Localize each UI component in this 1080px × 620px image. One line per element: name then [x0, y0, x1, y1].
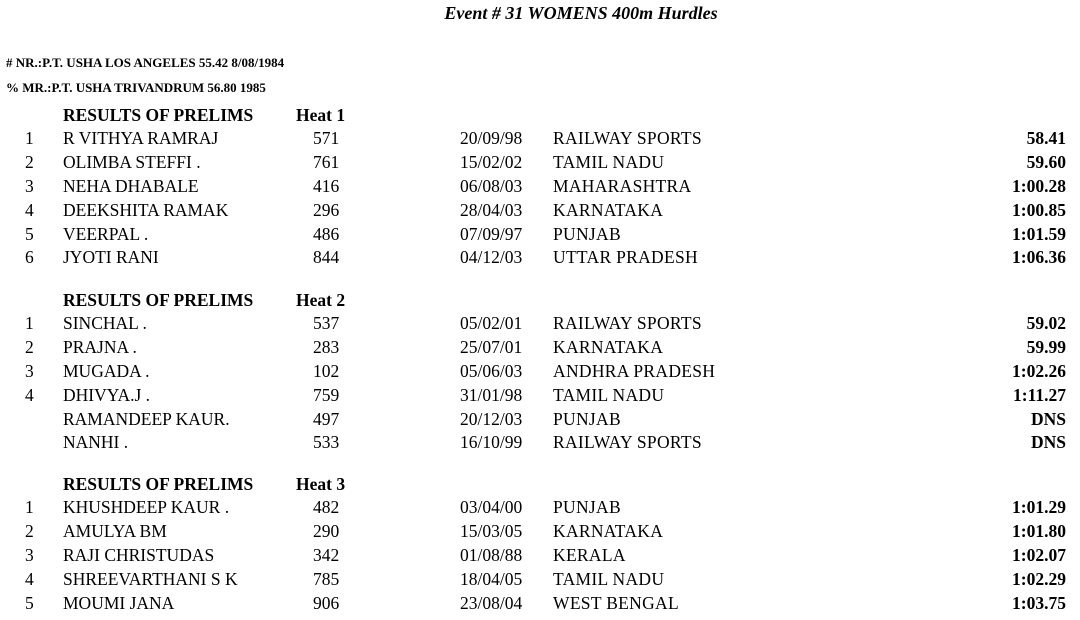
team-name: TAMIL NADU [553, 384, 665, 405]
result-row [0, 496, 1080, 520]
result-row [0, 127, 1080, 151]
bib-number: 571 [313, 128, 340, 148]
result-row [0, 246, 1080, 270]
bib-number: 497 [313, 408, 340, 429]
position: 2 [25, 151, 34, 172]
bib-number: 342 [313, 544, 340, 565]
athlete-name: MUGADA . [63, 360, 150, 381]
date-of-birth: 20/09/98 [460, 128, 523, 148]
prelims-label: RESULTS OF PRELIMS [63, 474, 254, 494]
date-of-birth: 03/04/00 [460, 497, 523, 517]
prelims-label: RESULTS OF PRELIMS [63, 290, 254, 310]
result-row [0, 151, 1080, 175]
position: 4 [25, 384, 34, 405]
position: 1 [25, 128, 34, 148]
heat-header [0, 473, 1080, 496]
result-time: 59.02 [1026, 313, 1066, 333]
date-of-birth: 05/02/01 [460, 313, 523, 333]
team-name: RAILWAY SPORTS [553, 128, 702, 148]
result-rows [0, 312, 1080, 455]
bib-number: 537 [313, 313, 340, 333]
team-name: RAILWAY SPORTS [553, 313, 702, 333]
result-time: 1:01.80 [1012, 520, 1066, 541]
date-of-birth: 05/06/03 [460, 360, 523, 381]
athlete-name: VEERPAL . [63, 223, 149, 244]
team-name: ANDHRA PRADESH [553, 360, 716, 381]
result-time: DNS [1030, 408, 1066, 429]
result-time: 1:02.26 [1012, 360, 1066, 381]
result-row [0, 175, 1080, 199]
result-time: 1:03.75 [1012, 592, 1066, 613]
team-name: WEST BENGAL [553, 592, 679, 613]
result-time: 1:00.85 [1012, 199, 1066, 220]
athlete-name: PRAJNA . [63, 336, 137, 357]
heat-header [0, 289, 1080, 312]
bib-number: 416 [313, 175, 340, 196]
bib-number: 785 [313, 568, 340, 589]
athlete-name: KHUSHDEEP KAUR . [63, 497, 230, 517]
bib-number: 906 [313, 592, 340, 613]
athlete-name: RAJI CHRISTUDAS [63, 544, 215, 565]
athlete-name: RAMANDEEP KAUR. [63, 408, 230, 429]
position: 3 [25, 175, 34, 196]
meet-record: % MR.:P.T. USHA TRIVANDRUM 56.80 1985 [6, 80, 266, 95]
result-time: 1:01.59 [1012, 223, 1066, 244]
position: 1 [25, 497, 34, 517]
team-name: KARNATAKA [553, 199, 664, 220]
result-row [0, 199, 1080, 223]
result-time: 1:01.29 [1012, 497, 1066, 517]
prelims-label: RESULTS OF PRELIMS [63, 105, 254, 125]
athlete-name: DHIVYA.J . [63, 384, 151, 405]
date-of-birth: 18/04/05 [460, 568, 523, 589]
result-row [0, 312, 1080, 336]
position: 4 [25, 568, 34, 589]
team-name: MAHARASHTRA [553, 175, 692, 196]
position: 4 [25, 199, 34, 220]
heat-label: Heat 1 [296, 105, 346, 125]
heat-header [0, 104, 1080, 127]
position: 6 [25, 247, 34, 268]
result-row [0, 568, 1080, 592]
team-name: PUNJAB [553, 497, 621, 517]
athlete-name: NEHA DHABALE [63, 175, 199, 196]
position: 5 [25, 223, 34, 244]
date-of-birth: 07/09/97 [460, 223, 523, 244]
result-row [0, 544, 1080, 568]
position: 5 [25, 592, 34, 613]
result-row [0, 360, 1080, 384]
team-name: TAMIL NADU [553, 151, 665, 172]
heat-label: Heat 3 [296, 474, 346, 494]
result-time: 1:00.28 [1012, 175, 1066, 196]
team-name: KERALA [553, 544, 626, 565]
bib-number: 482 [313, 497, 340, 517]
athlete-name: OLIMBA STEFFI . [63, 151, 201, 172]
position: 3 [25, 360, 34, 381]
result-time: 1:06.36 [1012, 247, 1066, 268]
bib-number: 844 [313, 247, 340, 268]
position: 2 [25, 520, 34, 541]
bib-number: 486 [313, 223, 340, 244]
athlete-name: AMULYA BM [63, 520, 167, 541]
team-name: PUNJAB [553, 223, 621, 244]
bib-number: 102 [313, 360, 340, 381]
date-of-birth: 04/12/03 [460, 247, 523, 268]
position: 2 [25, 336, 34, 357]
date-of-birth: 01/08/88 [460, 544, 523, 565]
bib-number: 290 [313, 520, 340, 541]
result-row [0, 592, 1080, 616]
team-name: RAILWAY SPORTS [553, 432, 702, 453]
heat-3-section [0, 473, 1080, 615]
team-name: KARNATAKA [553, 520, 664, 541]
bib-number: 761 [313, 151, 340, 172]
result-row [0, 408, 1080, 432]
result-time: 58.41 [1026, 128, 1066, 148]
result-time: 59.99 [1026, 336, 1066, 357]
team-name: UTTAR PRADESH [553, 247, 698, 268]
heat-2-section [0, 289, 1080, 455]
bib-number: 759 [313, 384, 340, 405]
date-of-birth: 15/03/05 [460, 520, 523, 541]
date-of-birth: 25/07/01 [460, 336, 523, 357]
result-time: 59.60 [1026, 151, 1066, 172]
athlete-name: DEEKSHITA RAMAK [63, 199, 229, 220]
team-name: KARNATAKA [553, 336, 664, 357]
national-record: # NR.:P.T. USHA LOS ANGELES 55.42 8/08/1984 [6, 55, 285, 70]
event-title: Event # 31 WOMENS 400m Hurdles [444, 3, 718, 23]
heat-1-section [0, 104, 1080, 270]
bib-number: 283 [313, 336, 340, 357]
team-name: TAMIL NADU [553, 568, 665, 589]
result-row [0, 431, 1080, 455]
date-of-birth: 20/12/03 [460, 408, 523, 429]
result-rows [0, 496, 1080, 615]
bib-number: 533 [313, 432, 340, 453]
heat-label: Heat 2 [296, 290, 346, 310]
athlete-name: SINCHAL . [63, 313, 147, 333]
result-rows [0, 127, 1080, 270]
date-of-birth: 06/08/03 [460, 175, 523, 196]
date-of-birth: 28/04/03 [460, 199, 523, 220]
result-time: DNS [1030, 432, 1066, 453]
athlete-name: JYOTI RANI [63, 247, 159, 268]
result-row [0, 336, 1080, 360]
athlete-name: MOUMI JANA [63, 592, 175, 613]
date-of-birth: 23/08/04 [460, 592, 523, 613]
result-row [0, 520, 1080, 544]
date-of-birth: 16/10/99 [460, 432, 523, 453]
athlete-name: SHREEVARTHANI S K [63, 568, 238, 589]
result-time: 1:02.07 [1012, 544, 1066, 565]
athlete-name: NANHI . [63, 432, 129, 453]
date-of-birth: 15/02/02 [460, 151, 523, 172]
bib-number: 296 [313, 199, 340, 220]
date-of-birth: 31/01/98 [460, 384, 523, 405]
position: 1 [25, 313, 34, 333]
position: 3 [25, 544, 34, 565]
result-row [0, 223, 1080, 247]
team-name: PUNJAB [553, 408, 621, 429]
result-time: 1:02.29 [1012, 568, 1066, 589]
result-time: 1:11.27 [1013, 384, 1066, 405]
result-row [0, 384, 1080, 408]
athlete-name: R VITHYA RAMRAJ [63, 128, 219, 148]
